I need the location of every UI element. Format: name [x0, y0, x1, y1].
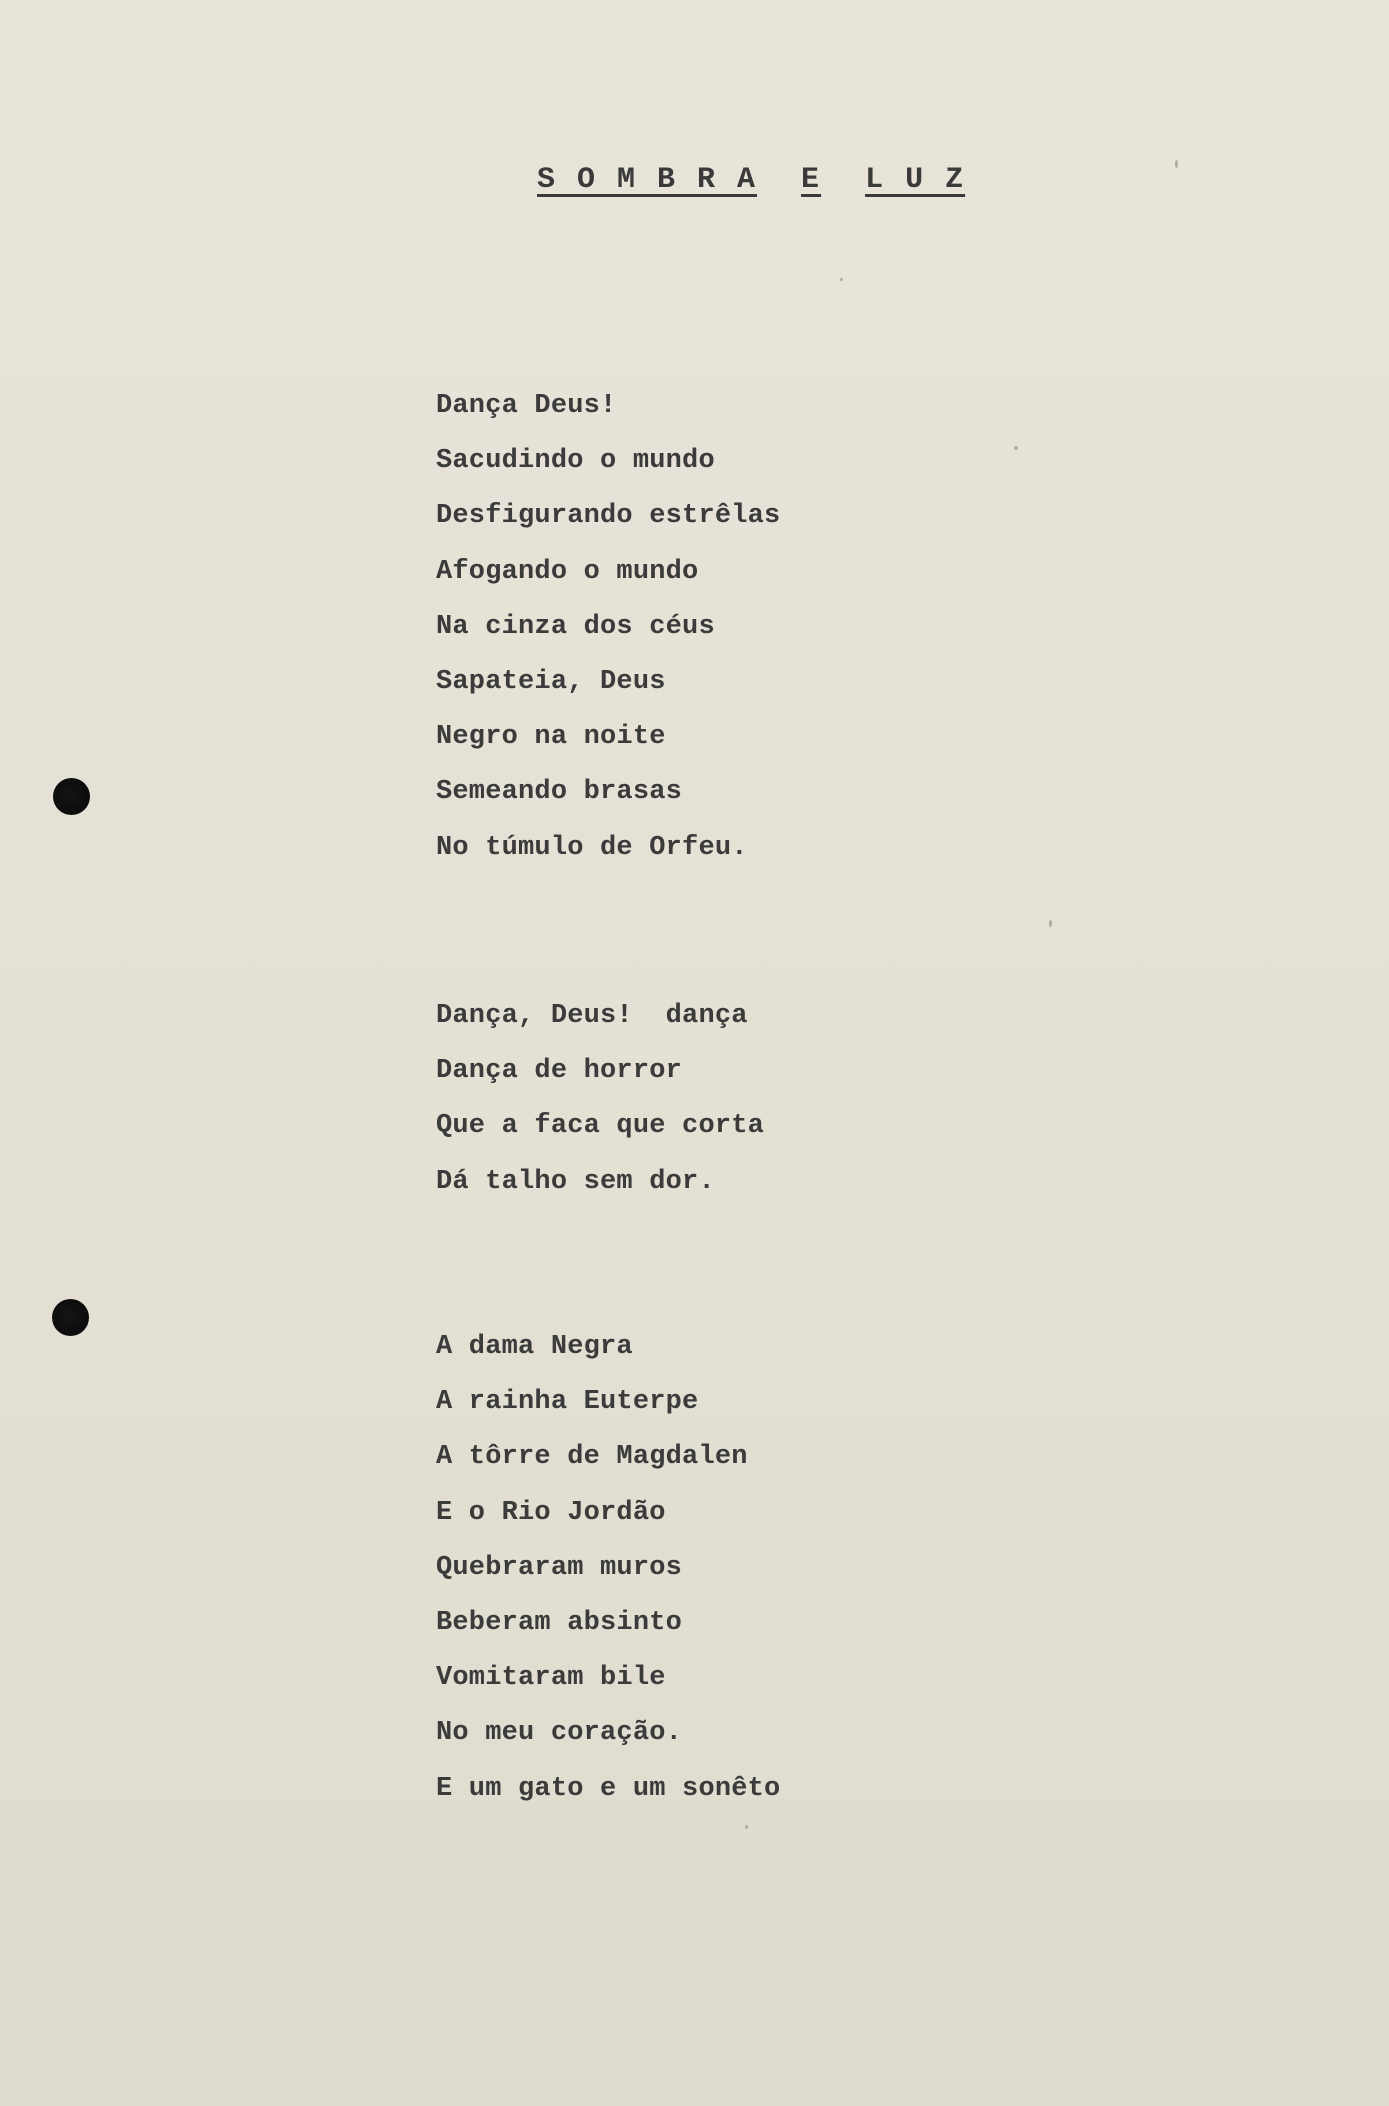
poem-line: A tôrre de Magdalen — [436, 1442, 748, 1473]
poem-line: Dá talho sem dor. — [436, 1166, 715, 1197]
poem-line: A rainha Euterpe — [436, 1387, 699, 1418]
poem-line: Sapateia, Deus — [436, 666, 666, 697]
paper-speck — [840, 278, 843, 281]
poem-line: Dança, Deus! dança — [436, 1001, 748, 1031]
punch-hole-bottom — [52, 1299, 89, 1336]
poem-line: Sacudindo o mundo — [436, 446, 715, 477]
poem-line: Dança de horror — [436, 1056, 683, 1087]
poem-line: Dança Deus! — [436, 391, 617, 421]
poem-line: Que a faca que corta — [436, 1111, 765, 1142]
poem-line: Na cinza dos céus — [436, 611, 715, 642]
poem-line: E um gato e um sonêto — [436, 1773, 781, 1804]
poem-line: Quebraram muros — [436, 1552, 683, 1583]
paper-speck — [1175, 160, 1178, 168]
poem-line: Negro na noite — [436, 722, 666, 753]
poem-line: Beberam absinto — [436, 1607, 683, 1638]
paper-speck — [1049, 920, 1052, 927]
poem-line: Afogando o mundo — [436, 556, 699, 587]
poem-line: Desfigurando estrêlas — [436, 501, 781, 532]
poem-line: E o Rio Jordão — [436, 1497, 666, 1528]
poem-line: No meu coração. — [436, 1718, 683, 1749]
punch-hole-top — [53, 778, 90, 815]
poem-title — [537, 163, 965, 197]
poem-line: A dama Negra — [436, 1332, 633, 1362]
stanza-3 — [436, 1325, 780, 1822]
poem-line: Vomitaram bile — [436, 1663, 666, 1694]
title-word-3: L U Z — [865, 163, 966, 197]
title-word-2: E — [801, 163, 822, 197]
stanza-1 — [436, 384, 780, 881]
paper-speck — [745, 1825, 748, 1829]
paper-speck — [1014, 446, 1018, 450]
title-word-1: S O M B R A — [537, 163, 758, 197]
poem-line: No túmulo de Orfeu. — [436, 832, 748, 863]
poem-line: Semeando brasas — [436, 777, 683, 808]
stanza-2 — [436, 994, 764, 1215]
